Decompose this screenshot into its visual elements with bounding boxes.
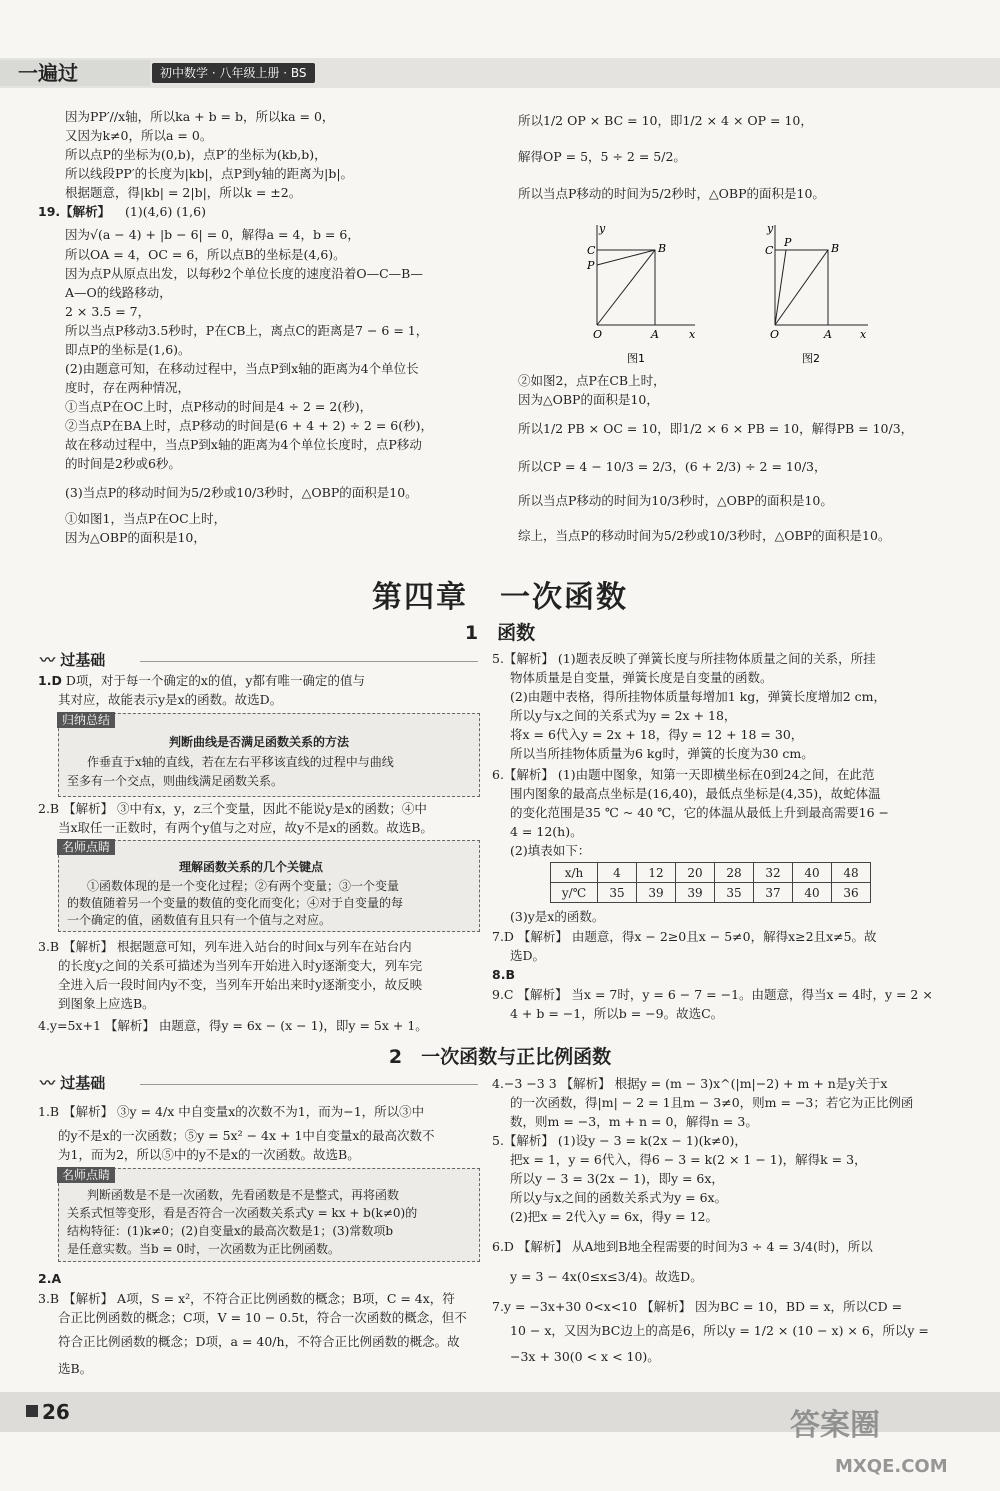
text-line: 4 + b = −1，所以b = −9。故选C。 <box>510 1006 724 1021</box>
text-line: 所以点P的坐标为(0,b)，点P′的坐标为(kb,b)， <box>65 147 327 162</box>
text-line: 即点P的坐标是(1,6)。 <box>65 342 191 357</box>
text-line: 解得OP = 5，5 ÷ 2 = 5/2。 <box>518 149 686 164</box>
figure-2 <box>760 220 880 370</box>
table-row <box>551 883 871 903</box>
text-line: 所以1/2 PB × OC = 10，即1/2 × 6 × PB = 10，解得PB = 10/3， <box>518 421 914 436</box>
text-line: 的变化范围是35 ℃ ~ 40 ℃，它的体温从最低上升到最高需要16 − <box>510 805 889 820</box>
tip-title: 理解函数关系的几个关键点 <box>179 860 324 874</box>
text-line: (3)y是x的函数。 <box>510 909 605 924</box>
label-o: O <box>593 328 603 341</box>
bar-label: 过基础 <box>60 1074 106 1092</box>
table-row <box>551 863 871 883</box>
section-2-title: 2 一次函数与正比例函数 <box>388 1046 612 1068</box>
text-line: 4 = 12(h)。 <box>510 824 583 839</box>
text-line: 综上，当点P的移动时间为5/2秒或10/3秒时，△OBP的面积是10。 <box>518 528 891 543</box>
label-b: B <box>658 242 667 255</box>
text-line: 所以y与x之间的关系式为y = 2x + 18， <box>510 708 737 723</box>
text-line: (3)当点P的移动时间为5/2秒或10/3秒时，△OBP的面积是10。 <box>65 485 418 500</box>
section-1-title: 1 函数 <box>464 622 536 644</box>
text-line: 7.y = −3x+30 0<x<10 【解析】 因为BC = 10，BD = x，所以CD = <box>492 1299 903 1314</box>
tip-tag: 名师点睛 <box>57 839 115 855</box>
bar-label: 过基础 <box>60 651 106 669</box>
text-line: 10 − x，又因为BC边上的高是6，所以y = 1/2 × (10 − x) × 6，所以y = <box>510 1323 929 1338</box>
text-line: −3x + 30(0 < x < 10)。 <box>510 1349 660 1364</box>
text-line: ①当点P在OC上时，点P移动的时间是4 ÷ 2 = 2(秒)， <box>65 399 373 414</box>
data-table <box>550 862 871 903</box>
tip-line: 一个确定的值，函数值有且只有一个值与之对应。 <box>67 913 332 927</box>
text-line: 根据题意，得|kb| = 2|b|，所以k = ±2。 <box>65 185 302 200</box>
table-cell: 12 <box>637 863 676 883</box>
text-line: 8.B <box>492 967 515 982</box>
watermark-logo: 答案圈 <box>790 1408 880 1443</box>
text-line <box>38 672 365 689</box>
tip-line: 判断函数是不是一次函数，先看函数是不是整式，再将函数 <box>87 1188 400 1202</box>
text-line: ①如图1，当点P在OC上时， <box>65 511 227 526</box>
text-line: y = 3 − 4x(0≤x≤3/4)。故选D。 <box>510 1269 703 1284</box>
text-line: 所以当点P移动的时间为5/2秒时，△OBP的面积是10。 <box>518 186 825 201</box>
figure-1-caption: 图1 <box>627 352 645 365</box>
bar-icon: 〰 <box>40 651 61 669</box>
text-line: 合正比例函数的概念；C项，V = 10 − 0.5t，符合一次函数的概念，但不 <box>58 1310 467 1325</box>
tip-box <box>58 840 480 932</box>
text-line: 符合正比例函数的概念；D项，a = 40/h，不符合正比例函数的概念。故 <box>58 1334 460 1349</box>
tip-title: 判断曲线是否满足函数关系的方法 <box>169 735 350 749</box>
segment-pb <box>597 250 655 265</box>
label-p: P <box>784 236 792 249</box>
text-line: 7.D 【解析】 由题意，得x − 2≥0且x − 5≠0，解得x≥2且x≠5。故 <box>492 929 877 944</box>
table-cell: 35 <box>715 883 754 903</box>
text-line: 所以y − 3 = 3(2x − 1)，即y = 6x， <box>510 1171 724 1186</box>
text-line: ②当点P在BA上时，点P移动的时间是(6 + 4 + 2) ÷ 2 = 6(秒)， <box>65 418 433 433</box>
text-line: (2)把x = 2代入y = 6x，得y = 12。 <box>510 1209 719 1224</box>
watermark-url: MXQE.COM <box>835 1456 948 1477</box>
text-line: 故在移动过程中，当点P到x轴的距离为4个单位长度时，点P移动 <box>65 437 422 452</box>
table-head: x/h <box>551 863 598 883</box>
label-x: x <box>689 328 696 341</box>
text-line: 所以当所挂物体质量为6 kg时，弹簧的长度为30 cm。 <box>510 746 814 761</box>
text-line: 2.B 【解析】 ③中有x，y，z三个变量，因此不能说y是x的函数；④中 <box>38 801 427 816</box>
tip-tag: 归纳总结 <box>57 712 115 728</box>
table-cell: 40 <box>793 883 832 903</box>
text-line: 所以OA = 4，OC = 6，所以点B的坐标是(4,6)。 <box>65 247 346 262</box>
header-band <box>0 58 1000 88</box>
tip-line: 作垂直于x轴的直线，若在左右平移该直线的过程中与曲线 <box>87 755 394 769</box>
text-line: 2.A <box>38 1271 62 1286</box>
bar-divider <box>140 661 478 662</box>
bar-icon: 〰 <box>40 1074 61 1092</box>
label-x: x <box>860 328 867 341</box>
bar-divider <box>140 1084 478 1085</box>
text-line: 所以y与x之间的函数关系式为y = 6x。 <box>510 1190 728 1205</box>
text-line: 把x = 1，y = 6代入，得6 − 3 = k(2 × 1 − 1)，解得k = 3， <box>510 1152 867 1167</box>
text-line: 数，则m = −3，m + n = 0，解得n = 3。 <box>510 1114 758 1129</box>
text-line: 4.y=5x+1 【解析】 由题意，得y = 6x − (x − 1)，即y = 5x + 1。 <box>38 1018 428 1033</box>
text-line: 围内图象的最高点坐标是(16,40)，最低点坐标是(4,35)，故蛇体温 <box>510 786 881 801</box>
text-line: 4.−3 −3 3 【解析】 根据y = (m − 3)x^(|m|−2) + m + n是y关于x <box>492 1076 888 1091</box>
table-cell: 37 <box>754 883 793 903</box>
tip-line: 结构特征：(1)k≠0；(2)自变量x的最高次数是1；(3)常数项b <box>67 1224 394 1238</box>
text-line: (2)由题中表格，得所挂物体质量每增加1 kg，弹簧长度增加2 cm， <box>510 689 886 704</box>
table-cell: 4 <box>598 863 637 883</box>
text-line: 选D。 <box>510 948 546 963</box>
text-line: 所以当点P移动3.5秒时，P在CB上，离点C的距离是7 − 6 = 1， <box>65 323 429 338</box>
tip-line: ①函数体现的是一个变化过程；②有两个变量；③一个变量 <box>87 879 400 893</box>
text-line: 当x取任一正数时，有两个y值与之对应，故y不是x的函数。故选B。 <box>58 820 433 835</box>
label-b: B <box>831 242 840 255</box>
text-line: 6.【解析】 (1)由题中图象，知第一天即横坐标在0到24之间，在此范 <box>492 767 875 782</box>
text-line: 为1，而为2，所以⑤中的y不是x的一次函数。故选B。 <box>58 1147 360 1162</box>
tip-line: 至多有一个交点，则曲线满足函数关系。 <box>67 774 284 788</box>
label-y: y <box>767 222 774 235</box>
tip-line: 是任意实数。当b = 0时，一次函数为正比例函数。 <box>67 1242 341 1256</box>
text-line: 物体质量是自变量，弹簧长度是自变量的函数。 <box>510 670 773 685</box>
figure-1 <box>585 220 705 370</box>
table-cell: 28 <box>715 863 754 883</box>
text-line: ②如图2，点P在CB上时， <box>518 373 666 388</box>
text-line: 的y不是x的一次函数；⑤y = 5x² − 4x + 1中自变量x的最高次数不 <box>58 1128 435 1143</box>
bar-guojichu <box>40 650 105 670</box>
bar-guojichu <box>40 1073 105 1093</box>
text-line: 6.D 【解析】 从A地到B地全程需要的时间为3 ÷ 4 = 3/4(时)，所以 <box>492 1239 873 1254</box>
label-a: A <box>824 328 832 341</box>
text-line: A—O的线路移动， <box>65 285 172 300</box>
text-line: 又因为k≠0，所以a = 0。 <box>65 128 213 143</box>
text-line: (2)由题意可知，在移动过程中，当点P到x轴的距离为4个单位长 <box>65 361 419 376</box>
tip-line: 的数值随着另一个变量的数值的变化而变化；④对于自变量的每 <box>67 896 404 910</box>
text-line: 到图象上应选B。 <box>58 996 155 1011</box>
tip-tag: 名师点睛 <box>57 1167 115 1183</box>
text-line: 3.B 【解析】 A项，S = x²，不符合正比例函数的概念；B项，C = 4x，符 <box>38 1291 455 1306</box>
subject-tag: 初中数学 · 八年级上册 · BS <box>152 63 315 83</box>
text-line: 因为√(a − 4) + |b − 6| = 0，解得a = 4，b = 6， <box>65 227 360 242</box>
table-head: y/℃ <box>551 883 598 903</box>
text-line: 其对应，故能表示y是x的函数。故选D。 <box>58 692 283 707</box>
page-marker-icon <box>26 1405 38 1417</box>
label-c: C <box>587 244 596 257</box>
table-cell: 40 <box>793 863 832 883</box>
text-line: 所以当点P移动的时间为10/3秒时，△OBP的面积是10。 <box>518 493 833 508</box>
figure-2-caption: 图2 <box>802 352 820 365</box>
table-cell: 39 <box>676 883 715 903</box>
text-line: 5.【解析】 (1)设y − 3 = k(2x − 1)(k≠0)， <box>492 1133 747 1148</box>
text-line: 因为PP′//x轴，所以ka + b = b，所以ka = 0， <box>65 109 335 124</box>
brand-logo: 一遍过 <box>0 60 150 86</box>
text-line: 5.【解析】 (1)题表反映了弹簧长度与所挂物体质量之间的关系，所挂 <box>492 651 876 666</box>
text-line: 3.B 【解析】 根据题意可知，列车进入站台的时间x与列车在站台内 <box>38 939 412 954</box>
segment-op <box>775 250 786 325</box>
answer-label: 1.D <box>38 673 62 688</box>
tip-line: 关系式恒等变形，看是否符合一次函数关系式y = kx + b(k≠0)的 <box>67 1206 418 1220</box>
text-line: 全进入后一段时间内y不变，当列车开始出来时y逐渐变小，故反映 <box>58 977 423 992</box>
label-y: y <box>599 222 606 235</box>
text-line: 的长度y之间的关系可描述为当列车开始进入时y逐渐变大，列车完 <box>58 958 423 973</box>
table-cell: 39 <box>637 883 676 903</box>
text-line: 9.C 【解析】 当x = 7时，y = 6 − 7 = −1。由题意，得当x = 4时，y = 2 × <box>492 987 933 1002</box>
tip-box <box>58 713 480 797</box>
table-cell: 48 <box>832 863 871 883</box>
text-line: 所以线段PP′的长度为|kb|，点P到y轴的距离为|b|。 <box>65 166 354 181</box>
segment-ob <box>597 250 655 325</box>
text-line: 因为△OBP的面积是10， <box>518 392 659 407</box>
text-line: 度时，存在两种情况， <box>65 380 191 395</box>
text-line: 所以1/2 OP × BC = 10，即1/2 × 4 × OP = 10， <box>518 113 813 128</box>
text-line: 的时间是2秒或6秒。 <box>65 456 181 471</box>
text-line: 的一次函数，得|m| − 2 = 1且m − 3≠0，则m = −3；若它为正比例函 <box>510 1095 914 1110</box>
label-c: C <box>765 244 774 257</box>
answer-text: D项，对于每一个确定的x的值，y都有唯一确定的值与 <box>65 673 365 688</box>
chapter-title: 第四章 一次函数 <box>372 580 628 615</box>
label-o: O <box>770 328 780 341</box>
text-line: 选B。 <box>58 1361 93 1376</box>
table-cell: 32 <box>754 863 793 883</box>
text-line: 所以CP = 4 − 10/3 = 2/3，(6 + 2/3) ÷ 2 = 10/3， <box>518 459 827 474</box>
text-line: 2 × 3.5 = 7， <box>65 304 151 319</box>
text-line: 将x = 6代入y = 2x + 18，得y = 12 + 18 = 30， <box>510 727 804 742</box>
label-a: A <box>651 328 659 341</box>
label-p: P <box>587 259 595 272</box>
text-line: 1.B 【解析】 ③y = 4/x 中自变量x的次数不为1，而为−1，所以③中 <box>38 1104 425 1119</box>
tip-box <box>58 1168 480 1262</box>
table-cell: 35 <box>598 883 637 903</box>
table-cell: 20 <box>676 863 715 883</box>
q19-answer: (1)(4,6) (1,6) <box>125 204 206 219</box>
text-line: (2)填表如下： <box>510 843 591 858</box>
segment-ob <box>775 250 828 325</box>
page-number: 26 <box>42 1400 70 1424</box>
text-line: 因为点P从原点出发，以每秒2个单位长度的速度沿着O—C—B— <box>65 266 423 281</box>
q19-label: 19.【解析】 <box>38 204 111 219</box>
text-line: 因为△OBP的面积是10， <box>65 530 206 545</box>
table-cell: 36 <box>832 883 871 903</box>
